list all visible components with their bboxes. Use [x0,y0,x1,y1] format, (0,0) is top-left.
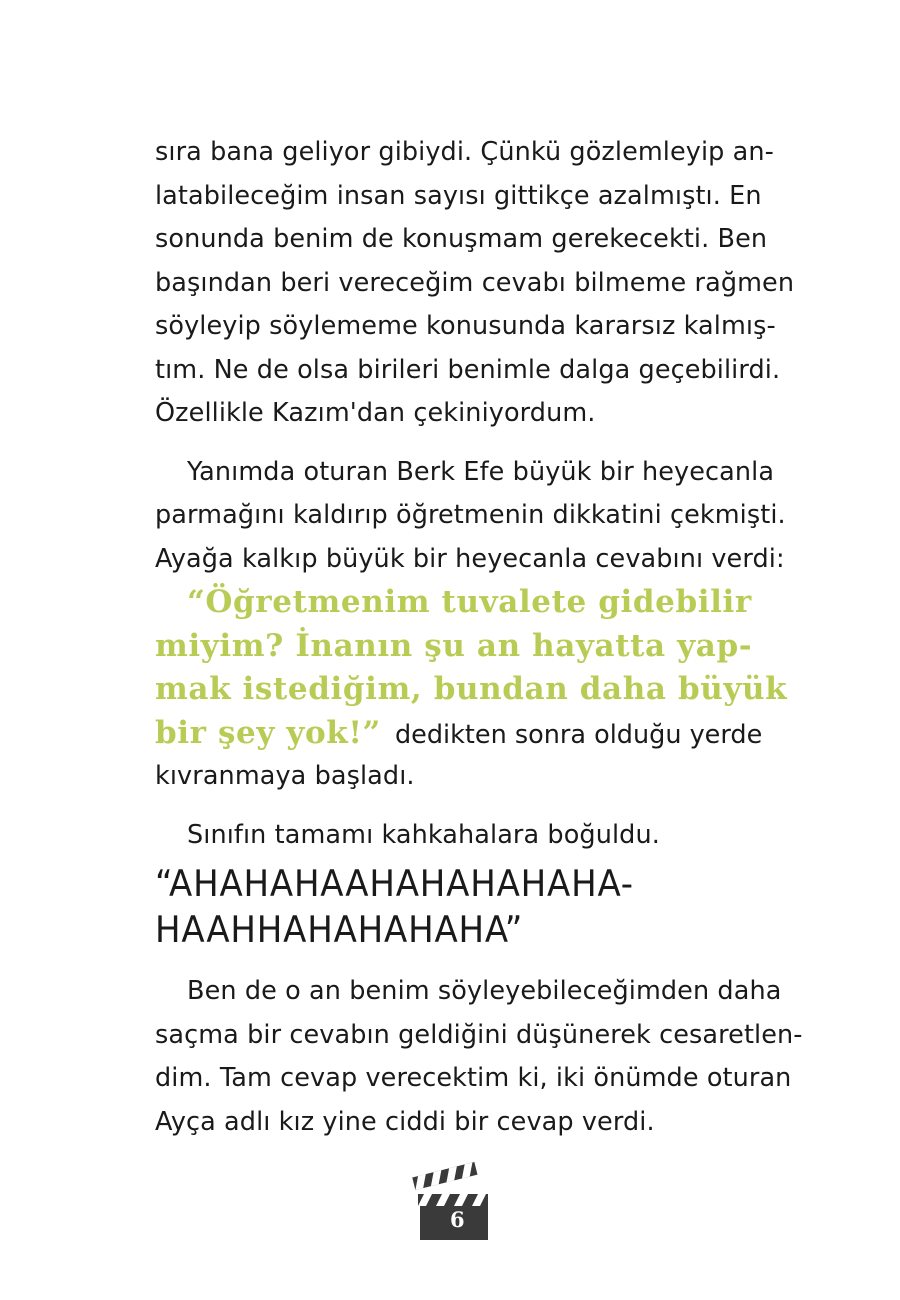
quote-line: mak istediğim, bundan daha büyük [155,671,788,707]
page-number: 6 [450,1207,465,1232]
laugh-line: “AHAHAHAAHAHAHAHAHA- [155,862,634,906]
quote-end: bir şey yok!” [155,714,381,751]
quote-line: miyim? İnanın şu an hayatta yap- [155,627,753,664]
text-line: Ayça adlı kız yine ciddi bir cevap verdi. [155,1106,655,1137]
laugh-line: HAAHHAHAHAHAHA” [155,908,524,952]
page-number-clapperboard [410,1162,502,1244]
text-line: Ayağa kalkıp büyük bir heyecanla cevabını verdi: [155,543,785,574]
text-line: Yanımda oturan Berk Efe büyük bir heyecanla [187,456,775,487]
text-line: başından beri vereceğim cevabı bilmeme rağmen [155,267,795,298]
text-line: saçma bir cevabın geldiğini düşünerek cesaretlen- [155,1019,803,1050]
quote-line: “Öğretmenim tuvalete gidebilir [187,584,752,620]
text-line: tım. Ne de olsa birileri benimle dalga geçebilirdi. [155,354,781,385]
highlighted-quote [155,581,788,799]
text-line: Ben de o an benim söyleyebileceğimden daha [187,976,782,1006]
page-body [155,131,803,1144]
paragraph-2 [155,451,786,582]
text-line: parmağını kaldırıp öğretmenin dikkatini çekmişti. [155,500,786,530]
text-line: latabileceğim insan sayısı gittikçe azalmıştı. En [155,180,762,211]
text-line: kıvranmaya başladı. [155,761,415,791]
text-line: Özellikle Kazım'dan çekiniyordum. [155,398,596,428]
text-line: sonunda benim de konuşmam gerekecekti. Ben [155,224,768,254]
text-line: dim. Tam cevap verecektim ki, iki önümde oturan [155,1063,792,1093]
paragraph-1 [155,131,795,436]
text-line: sıra bana geliyor gibiydi. Çünkü gözlemleyip an- [155,137,774,167]
text-line: söyleyip söylememe konusunda kararsız kalmış- [155,311,776,341]
laughter-text [155,863,737,955]
quote-after-text: dedikten sonra olduğu yerde [394,719,763,750]
quote-closing-line [155,712,763,756]
paragraph-4 [155,970,803,1144]
paragraph-3: Sınıfın tamamı kahkahalara boğuldu. [187,819,660,850]
